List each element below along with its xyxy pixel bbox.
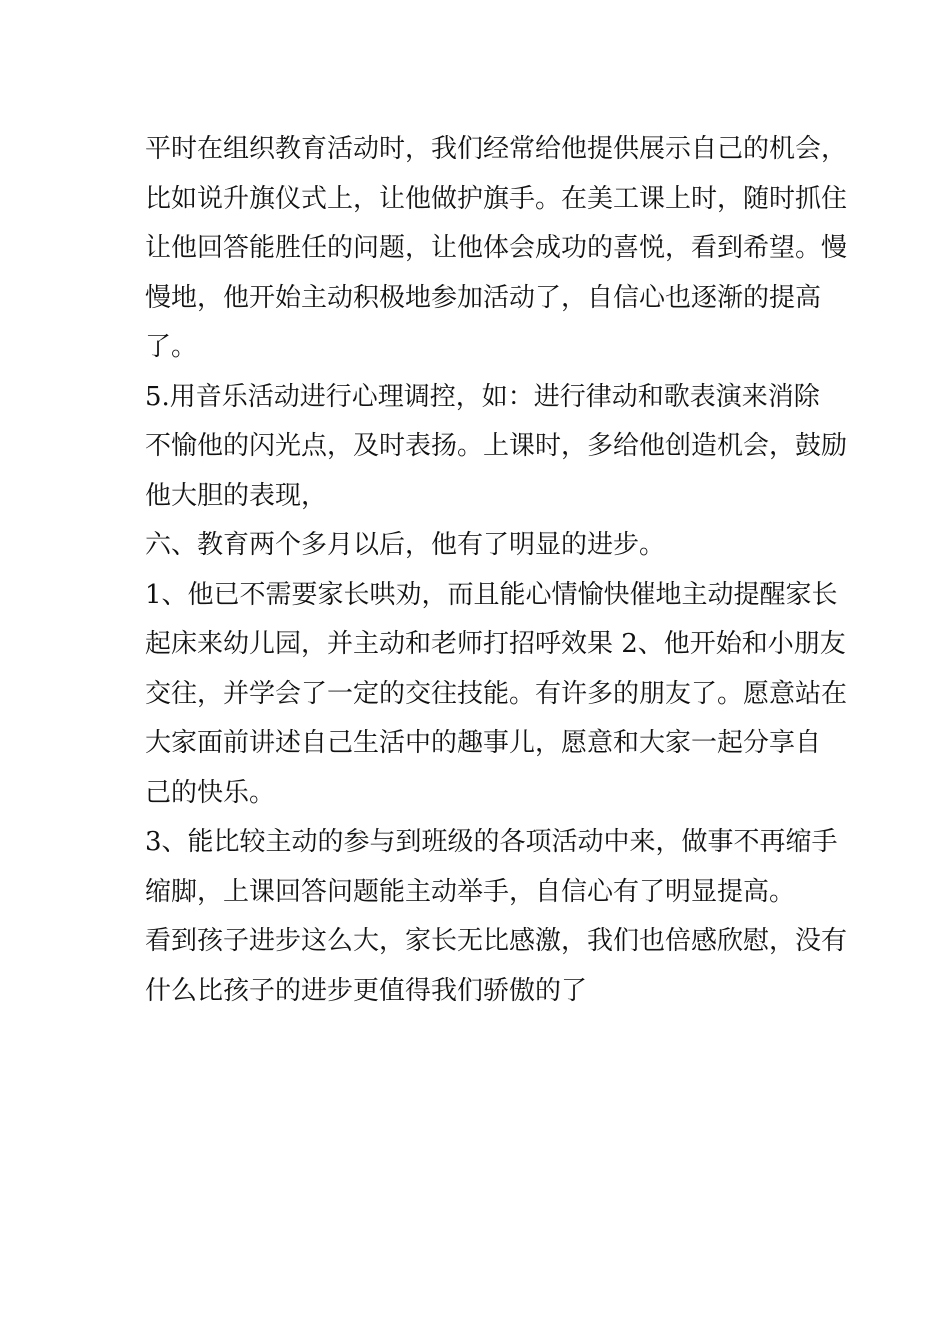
text-line: 交往，并学会了一定的交往技能。有许多的朋友了。愿意站在 xyxy=(145,678,848,709)
text-line: 什么比孩子的进步更值得我们骄傲的了 xyxy=(145,975,588,1006)
text-line: 比如说升旗仪式上，让他做护旗手。在美工课上时，随时抓住 xyxy=(145,183,848,214)
text-line: 平时在组织教育活动时，我们经常给他提供展示自己的机会， xyxy=(145,134,848,164)
text-line: 缩脚，上课回答问题能主动举手，自信心有了明显提高。 xyxy=(145,876,796,907)
document-body xyxy=(145,125,848,1016)
text-line: 慢地，他开始主动积极地参加活动了，自信心也逐渐的提高 xyxy=(145,282,822,313)
text-line: 看到孩子进步这么大，家长无比感激，我们也倍感欣慰，没有 xyxy=(145,926,848,956)
text-line: 5.用音乐活动进行心理调控，如：进行律动和歌表演来消除 xyxy=(145,381,820,412)
text-line: 1、他已不需要家长哄劝，而且能心情愉快催地主动提醒家长 xyxy=(145,579,838,610)
text-line: 大家面前讲述自己生活中的趣事儿，愿意和大家一起分享自 xyxy=(145,728,822,758)
text-line: 让他回答能胜任的问题，让他体会成功的喜悦，看到希望。慢 xyxy=(145,233,848,263)
text-line: 不愉他的闪光点，及时表扬。上课时，多给他创造机会，鼓励 xyxy=(145,431,848,461)
text-line: 3、能比较主动的参与到班级的各项活动中来，做事不再缩手 xyxy=(145,827,838,857)
section-heading: 六、教育两个多月以后，他有了明显的进步。 xyxy=(145,530,666,560)
text-line: 起床来幼儿园，并主动和老师打招呼效果 2、他开始和小朋友 xyxy=(145,629,846,659)
text-line: 了。 xyxy=(145,332,198,362)
text-line: 他大胆的表现， xyxy=(145,480,328,511)
text-line: 己的快乐。 xyxy=(145,777,276,808)
